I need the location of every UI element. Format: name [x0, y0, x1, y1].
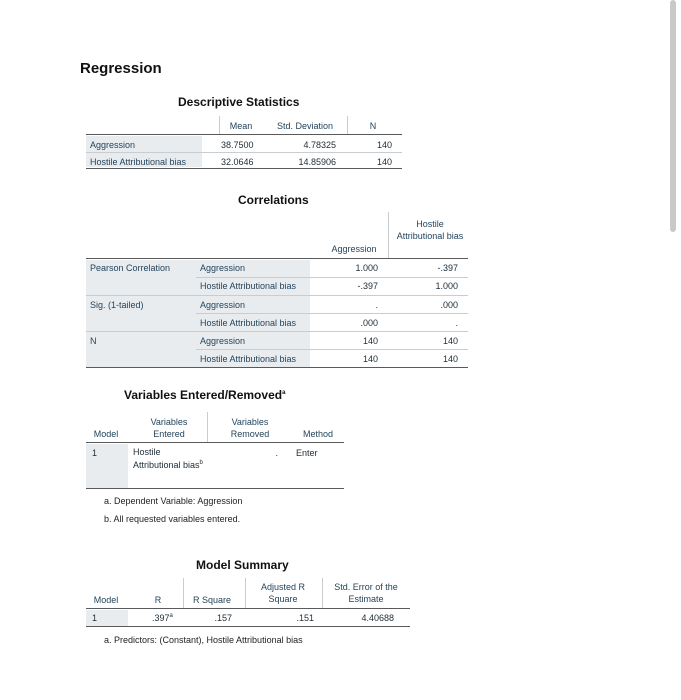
corr-row-label: Aggression: [200, 336, 246, 346]
corr-value: 140: [362, 336, 378, 346]
var-footnote-a: a. Dependent Variable: Aggression: [104, 496, 243, 506]
var-header-method: Method: [302, 429, 334, 439]
corr-value: -.397: [437, 263, 458, 273]
desc-mean-value: 32.0646: [221, 157, 254, 167]
ms-header-model: Model: [93, 595, 119, 605]
corr-value: .000: [360, 318, 378, 328]
desc-sd-value: 4.78325: [303, 140, 336, 150]
ms-header-std-error: Std. Error of the Estimate: [334, 582, 398, 604]
corr-value: 140: [442, 336, 458, 346]
ms-model-value: 1: [92, 613, 98, 623]
ms-header-r-square: R Square: [192, 595, 232, 605]
ms-header-adj-r-square: Adjusted R Square: [260, 582, 306, 604]
descriptive-title: Descriptive Statistics: [178, 95, 300, 109]
ms-r-square-value: .157: [214, 613, 232, 623]
desc-n-value: 140: [376, 157, 392, 167]
page-title: Regression: [80, 60, 162, 77]
ms-adj-r-square-value: .151: [296, 613, 314, 623]
ms-std-error-value: 4.40688: [361, 613, 394, 623]
desc-mean-value: 38.7500: [221, 140, 254, 150]
corr-row-label: Hostile Attributional bias: [200, 354, 297, 364]
corr-value: .: [375, 300, 378, 310]
corr-value: .000: [440, 300, 458, 310]
corr-group-pearson: Pearson Correlation: [90, 263, 171, 273]
desc-header-mean: Mean: [229, 121, 253, 131]
corr-row-label: Hostile Attributional bias: [200, 281, 297, 291]
corr-group-sig: Sig. (1-tailed): [90, 300, 144, 310]
desc-header-sd: Std. Deviation: [276, 121, 334, 131]
desc-header-n: N: [369, 121, 377, 131]
model-summary-title: Model Summary: [196, 558, 289, 572]
var-header-entered: Variables Entered: [150, 417, 188, 439]
variables-title: Variables Entered/Removed$^a$: [124, 388, 286, 402]
desc-row-label: Hostile Attributional bias: [90, 157, 187, 167]
corr-value: -.397: [357, 281, 378, 291]
corr-row-label: Aggression: [200, 300, 246, 310]
ms-r-value: .397$^a$: [152, 613, 173, 623]
var-footnote-b: b. All requested variables entered.: [104, 514, 241, 524]
desc-n-value: 140: [376, 140, 392, 150]
var-method-value: Enter: [296, 448, 318, 458]
var-header-removed: Variables Removed: [230, 417, 270, 439]
corr-header-hostile: Hostile Attributional bias: [396, 219, 464, 241]
var-entered-value: Hostile Attributional bias$^b$: [133, 447, 203, 470]
var-header-model: Model: [93, 429, 119, 439]
corr-value: 140: [362, 354, 378, 364]
corr-value: .: [455, 318, 458, 328]
corr-value: 140: [442, 354, 458, 364]
ms-header-r: R: [154, 595, 162, 605]
var-removed-value: .: [275, 448, 278, 458]
corr-group-n: N: [90, 336, 97, 346]
desc-row-label: Aggression: [90, 140, 136, 150]
correlations-title: Correlations: [238, 193, 309, 207]
corr-row-label: Aggression: [200, 263, 246, 273]
scrollbar[interactable]: [670, 0, 676, 232]
corr-row-label: Hostile Attributional bias: [200, 318, 297, 328]
corr-value: 1.000: [435, 281, 458, 291]
var-model-value: 1: [92, 448, 98, 458]
corr-header-aggression: Aggression: [331, 244, 377, 254]
ms-footnote: a. Predictors: (Constant), Hostile Attributional bias: [104, 635, 303, 645]
desc-sd-value: 14.85906: [298, 157, 336, 167]
corr-value: 1.000: [355, 263, 378, 273]
